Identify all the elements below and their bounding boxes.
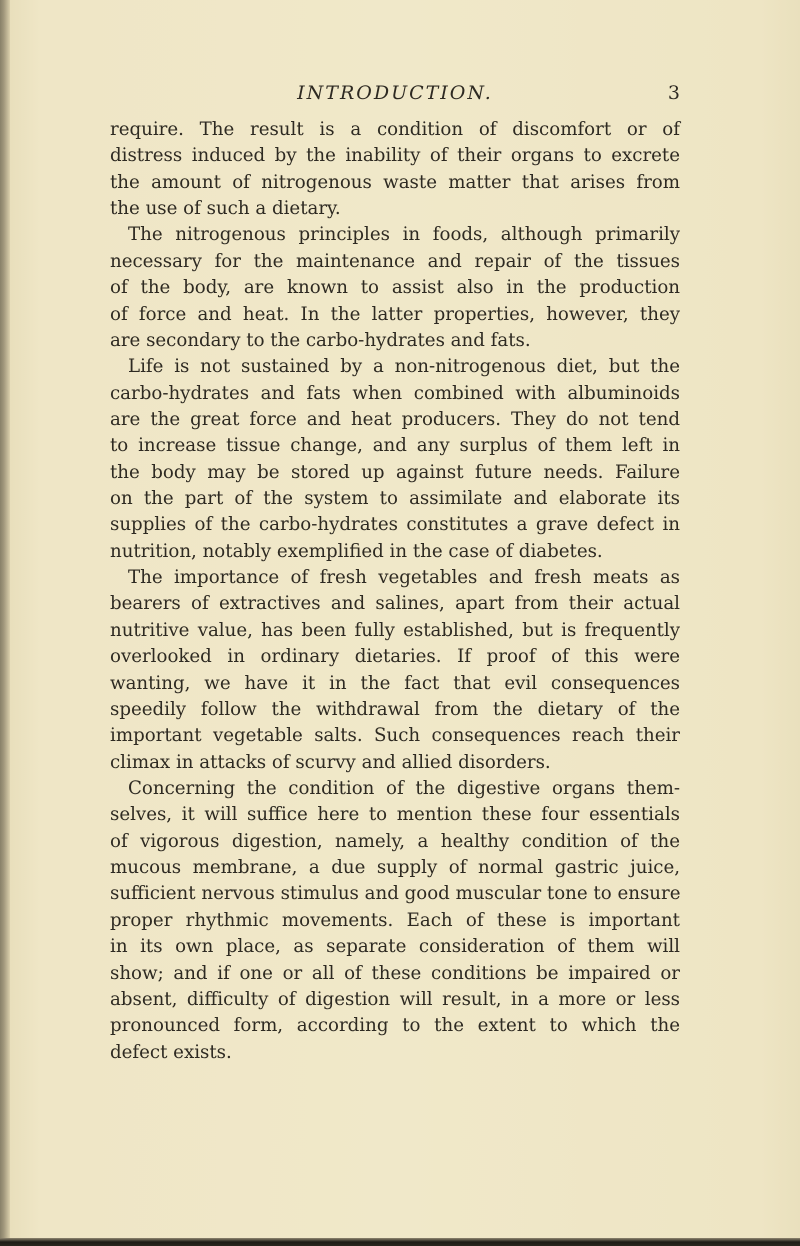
text-line: supplies of the carbo-hydrates constitutes a grave defect in bbox=[110, 514, 680, 536]
text-line: are secondary to the carbo-hydrates and fats. bbox=[110, 329, 531, 351]
text-line: of force and heat. In the latter properties, however, they bbox=[110, 303, 680, 325]
text-line: pronounced form, according to the extent to which the bbox=[110, 1015, 680, 1037]
text-line: to increase tissue change, and any surplus of them left in bbox=[110, 435, 680, 457]
text-line: mucous membrane, a due supply of normal gastric juice, bbox=[110, 857, 680, 879]
text-line: the use of such a dietary. bbox=[110, 198, 341, 220]
text-line: show; and if one or all of these conditions be impaired or bbox=[110, 962, 680, 984]
text-line: Concerning the condition of the digestive organs them- bbox=[128, 777, 680, 799]
text-line: necessary for the maintenance and repair of the tissues bbox=[110, 250, 680, 272]
text-line: of vigorous digestion, namely, a healthy condition of the bbox=[110, 830, 680, 852]
text-line: bearers of extractives and salines, apart from their actual bbox=[110, 593, 680, 615]
text-line: the body may be stored up against future needs. Failure bbox=[110, 461, 680, 483]
text-line: proper rhythmic movements. Each of these is important bbox=[110, 909, 680, 931]
text-line: on the part of the system to assimilate and elaborate its bbox=[110, 488, 680, 510]
running-title: INTRODUCTION. bbox=[297, 82, 493, 104]
text-line: defect exists. bbox=[110, 1041, 232, 1063]
text-line: the amount of nitrogenous waste matter that arises from bbox=[110, 171, 680, 193]
text-line: absent, difficulty of digestion will result, in a more or less bbox=[110, 988, 680, 1010]
text-line: are the great force and heat producers. They do not tend bbox=[110, 408, 680, 430]
text-line: require. The result is a condition of discomfort or of bbox=[110, 119, 680, 140]
text-line: wanting, we have it in the fact that evil consequences bbox=[110, 672, 680, 694]
text-line: nutritive value, has been fully established, but is frequently bbox=[110, 619, 680, 641]
binding-edge bbox=[0, 0, 10, 1246]
running-head bbox=[110, 80, 680, 108]
text-line: nutrition, notably exemplified in the case of diabetes. bbox=[110, 540, 603, 562]
text-line: carbo-hydrates and fats when combined with albuminoids bbox=[110, 382, 680, 404]
text-line: selves, it will suffice here to mention these four essentials bbox=[110, 804, 680, 826]
bottom-edge bbox=[0, 1238, 800, 1246]
text-line: in its own place, as separate consideration of them will bbox=[110, 936, 680, 958]
text-line: sufficient nervous stimulus and good muscular tone to ensure bbox=[110, 883, 681, 905]
text-line: The nitrogenous principles in foods, although primarily bbox=[128, 224, 680, 246]
text-line: distress induced by the inability of their organs to excrete bbox=[110, 145, 680, 167]
body-text bbox=[110, 117, 680, 1066]
page-number: 3 bbox=[667, 82, 680, 104]
text-line: speedily follow the withdrawal from the dietary of the bbox=[110, 698, 680, 720]
text-line: The importance of fresh vegetables and fresh meats as bbox=[128, 567, 680, 589]
text-line: Life is not sustained by a non-nitrogenous diet, but the bbox=[128, 356, 680, 378]
text-line: climax in attacks of scurvy and allied disorders. bbox=[110, 751, 551, 773]
text-line: important vegetable salts. Such consequences reach their bbox=[110, 725, 680, 747]
text-line: of the body, are known to assist also in the production bbox=[110, 277, 680, 299]
text-line: overlooked in ordinary dietaries. If proof of this were bbox=[110, 646, 680, 668]
